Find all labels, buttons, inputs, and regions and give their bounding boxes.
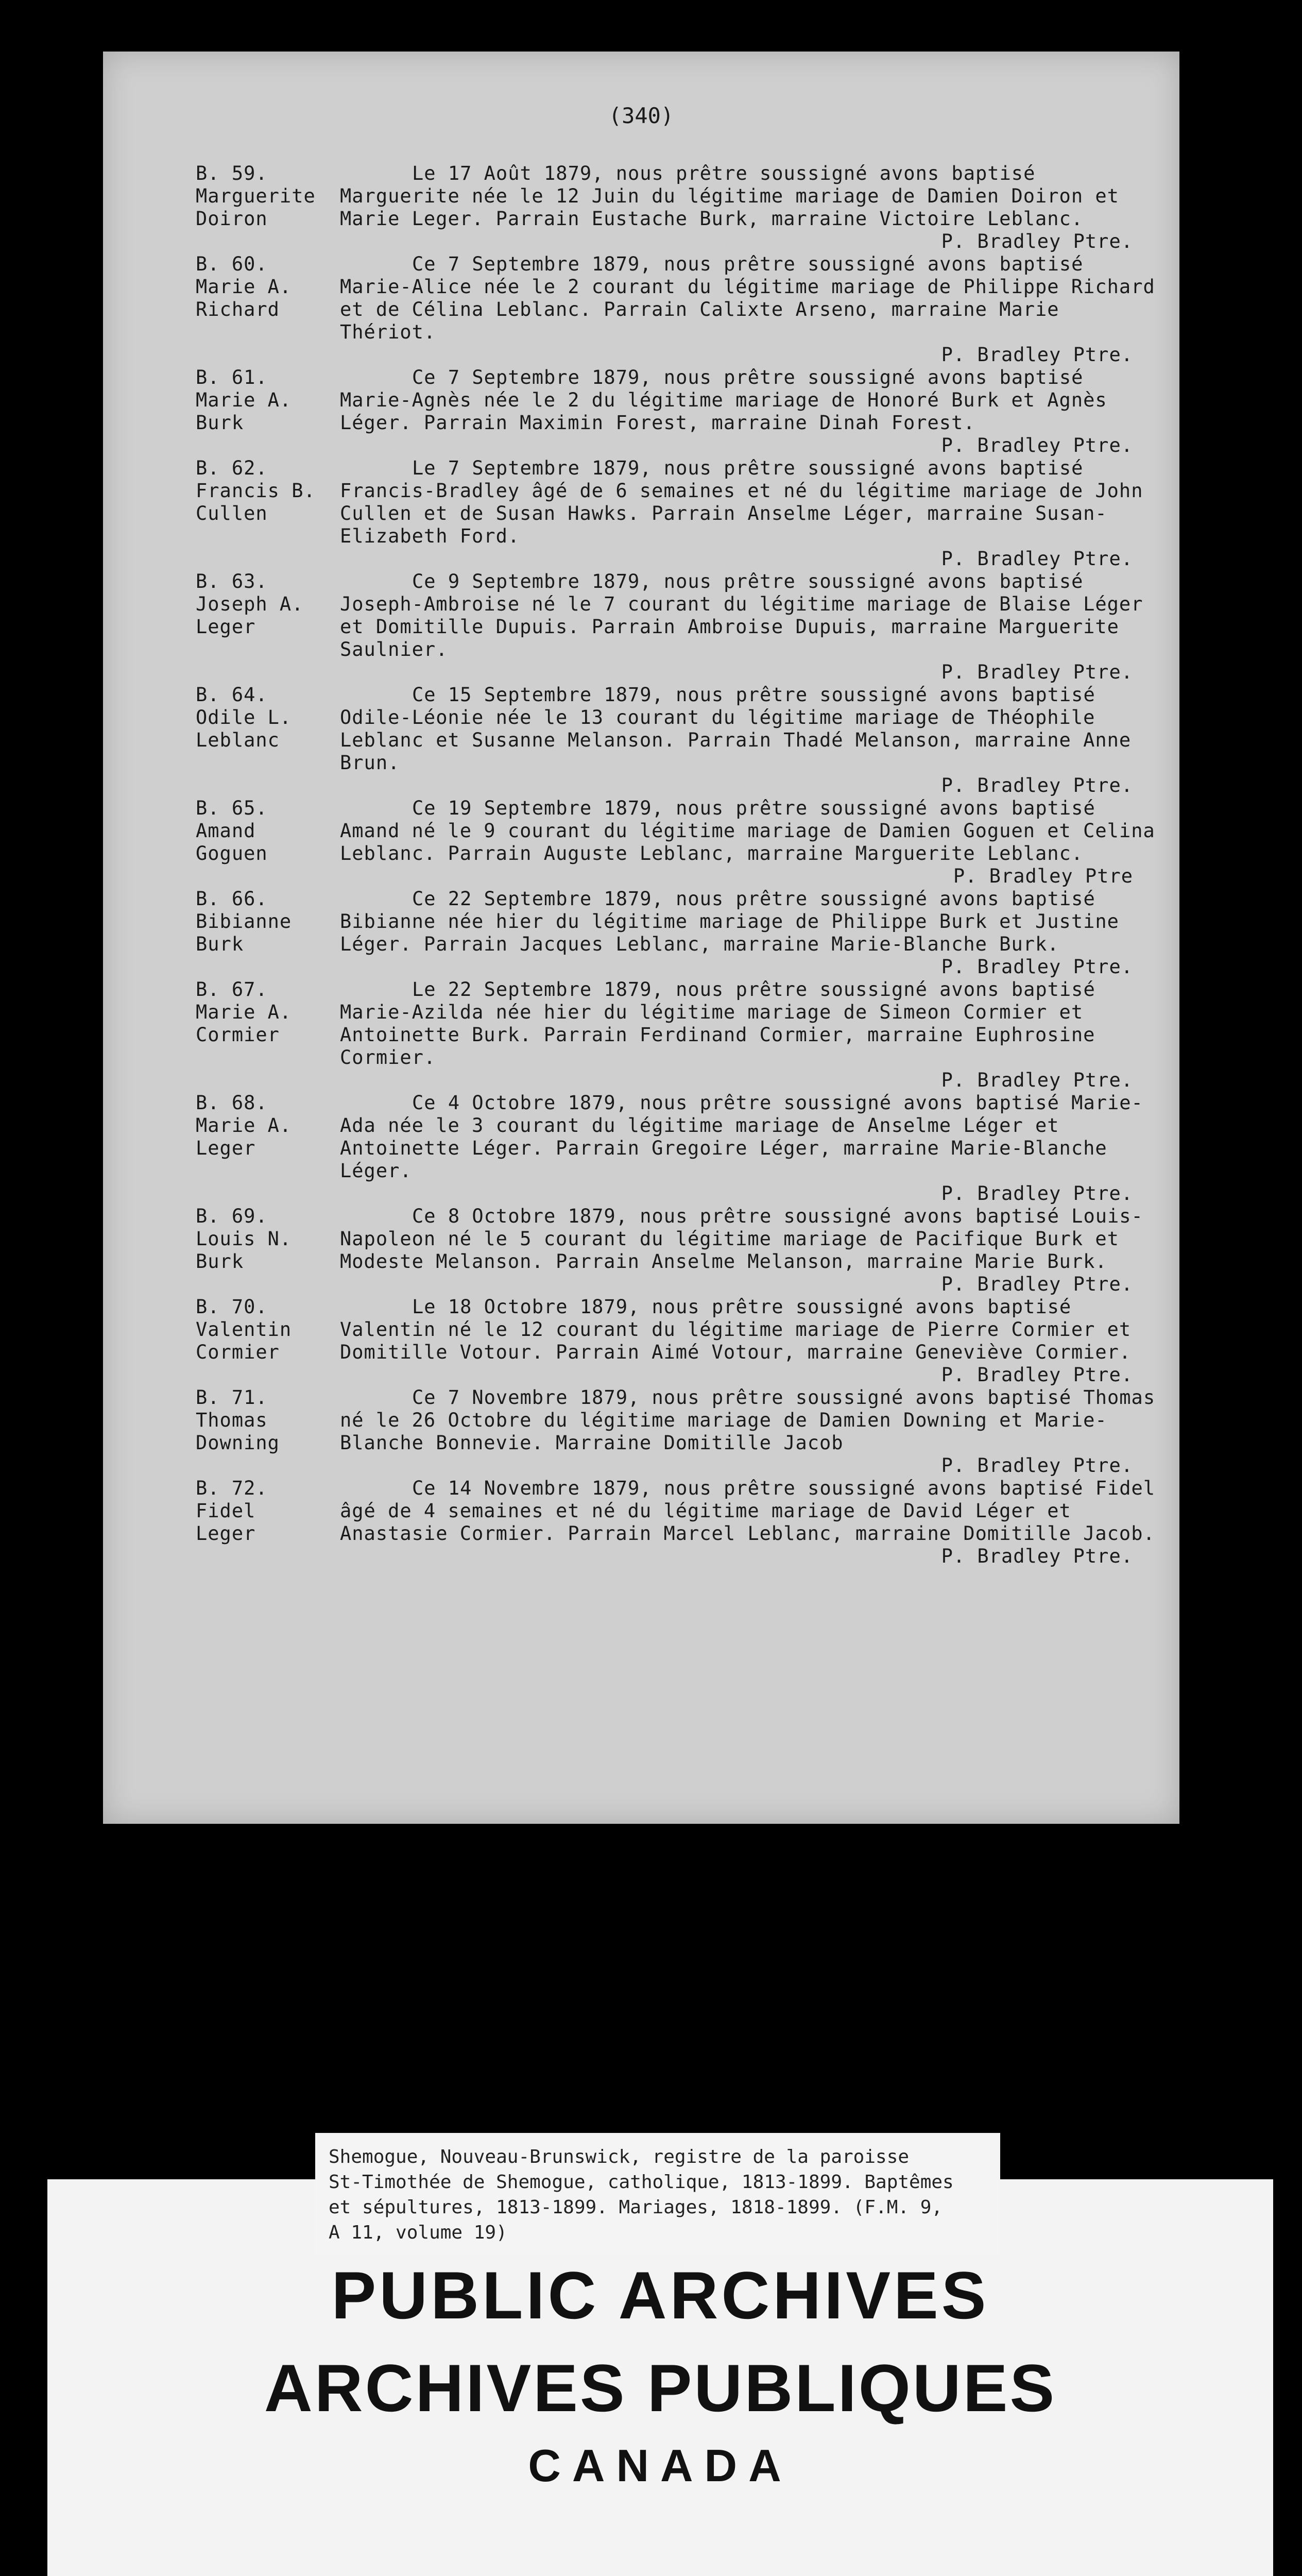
entry-text: Ce 22 Septembre 1879, nous prêtre soussigné avons baptisé Bibianne née hier du légitime mariage de Philippe Burk et Justine Léger. Parrain Jacques Leblanc, marraine Marie-Blanche Burk. [340, 888, 1119, 955]
entry-margin-note [196, 1386, 340, 1454]
baptism-entry [196, 162, 1164, 253]
margin-line: B. 66. [196, 888, 268, 910]
entry-body [340, 888, 1164, 978]
entry-text: Ce 15 Septembre 1879, nous prêtre soussigné avons baptisé Odile-Léonie née le 13 courant du légitime mariage de Théophile Leblanc et Susanne Melanson. Parrain Thadé Melanson, marraine Anne Brun. [340, 684, 1132, 774]
margin-line: Burk [196, 933, 244, 955]
archive-label-card [315, 2133, 1000, 2255]
entry-body [340, 1296, 1164, 1386]
margin-line: Leger [196, 616, 256, 638]
entry-body [340, 1477, 1164, 1568]
entry-body [340, 457, 1164, 570]
priest-signature: P. Bradley Ptre. [941, 956, 1133, 978]
entry-body [340, 1205, 1164, 1296]
label-line: St-Timothée de Shemogue, catholique, 1813-1899. Baptêmes [329, 2172, 954, 2193]
entry-body [340, 570, 1164, 684]
entry-margin-note [196, 1477, 340, 1545]
entry-text: Ce 4 Octobre 1879, nous prêtre soussigné avons baptisé Marie-Ada née le 3 courant du légitime mariage de Anselme Léger et Antoinette Léger. Parrain Gregoire Léger, marraine Marie-Blanche Léger. [340, 1092, 1143, 1182]
margin-line: Leblanc [196, 729, 280, 751]
register-page [103, 52, 1179, 1824]
entry-body [340, 684, 1164, 797]
margin-line: B. 62. [196, 457, 268, 479]
entry-text: Ce 8 Octobre 1879, nous prêtre soussigné avons baptisé Louis-Napoleon né le 5 courant du légitime mariage de Pacifique Burk et Modeste Melanson. Parrain Anselme Melanson, marraine Marie Burk. [340, 1205, 1143, 1273]
entry-body [340, 978, 1164, 1092]
baptism-entry [196, 570, 1164, 684]
margin-line: B. 63. [196, 570, 268, 592]
margin-line: Bibianne [196, 910, 292, 933]
entry-margin-note [196, 457, 340, 525]
margin-line: B. 70. [196, 1296, 268, 1318]
entry-margin-note [196, 1092, 340, 1160]
margin-line: Marie A. [196, 389, 292, 411]
stamp-line-public-archives: PUBLIC ARCHIVES [331, 2258, 989, 2333]
margin-line: Cormier [196, 1341, 280, 1363]
label-line: et sépultures, 1813-1899. Mariages, 1818-1899. (F.M. 9, [329, 2197, 943, 2218]
margin-line: Cormier [196, 1024, 280, 1046]
entry-margin-note [196, 1296, 340, 1364]
baptism-entries [196, 162, 1164, 1568]
margin-line: Francis B. [196, 480, 316, 502]
priest-signature: P. Bradley Ptre. [941, 1182, 1133, 1205]
entry-body [340, 253, 1164, 366]
baptism-entry [196, 457, 1164, 570]
entry-text: Le 7 Septembre 1879, nous prêtre soussigné avons baptisé Francis-Bradley âgé de 6 semaines et né du légitime mariage de John Cullen et de Susan Hawks. Parrain Anselme Léger, marraine Susan-Elizabeth Ford. [340, 457, 1143, 547]
priest-signature: P. Bradley Ptre. [941, 1273, 1133, 1295]
baptism-entry [196, 253, 1164, 366]
stamp-line-canada: CANADA [528, 2440, 793, 2491]
stamp-line-archives-publiques: ARCHIVES PUBLIQUES [264, 2350, 1057, 2426]
margin-line: Marie A. [196, 1001, 292, 1023]
margin-line: Valentin [196, 1318, 292, 1341]
priest-signature: P. Bradley Ptre. [941, 230, 1133, 252]
margin-line: Burk [196, 1250, 244, 1273]
entry-text: Le 18 Octobre 1879, nous prêtre soussigné avons baptisé Valentin né le 12 courant du légitime mariage de Pierre Cormier et Domitille Votour. Parrain Aimé Votour, marraine Geneviève Cormier. [340, 1296, 1132, 1363]
baptism-entry [196, 978, 1164, 1092]
entry-margin-note [196, 253, 340, 321]
priest-signature: P. Bradley Ptre. [941, 774, 1133, 796]
margin-line: Thomas [196, 1409, 268, 1431]
priest-signature: P. Bradley Ptre. [941, 344, 1133, 366]
entry-body [340, 366, 1164, 457]
margin-line: B. 59. [196, 162, 268, 184]
entry-body [340, 1092, 1164, 1205]
margin-line: B. 65. [196, 797, 268, 819]
margin-line: Marguerite [196, 185, 316, 207]
entry-text: Ce 7 Septembre 1879, nous prêtre soussigné avons baptisé Marie-Agnès née le 2 du légitime mariage de Honoré Burk et Agnès Léger. Parrain Maximin Forest, marraine Dinah Forest. [340, 366, 1107, 434]
entry-text: Le 17 Août 1879, nous prêtre soussigné avons baptisé Marguerite née le 12 Juin du légitime mariage de Damien Doiron et Marie Leger. Parrain Eustache Burk, marraine Victoire Leblanc. [340, 162, 1119, 230]
priest-signature: P. Bradley Ptre. [941, 1069, 1133, 1091]
baptism-entry [196, 366, 1164, 457]
priest-signature: P. Bradley Ptre [953, 865, 1133, 887]
priest-signature: P. Bradley Ptre. [941, 434, 1133, 456]
margin-line: Marie A. [196, 1114, 292, 1137]
margin-line: B. 61. [196, 366, 268, 388]
entry-text: Ce 19 Septembre 1879, nous prêtre soussigné avons baptisé Amand né le 9 courant du légitime mariage de Damien Goguen et Celina Leblanc. Parrain Auguste Leblanc, marraine Marguerite Leblanc. [340, 797, 1155, 865]
entry-text: Ce 9 Septembre 1879, nous prêtre soussigné avons baptisé Joseph-Ambroise né le 7 courant du légitime mariage de Blaise Léger et Domitille Dupuis. Parrain Ambroise Dupuis, marraine Marguerite Saulnier. [340, 570, 1143, 660]
margin-line: B. 72. [196, 1477, 268, 1499]
priest-signature: P. Bradley Ptre. [941, 661, 1133, 683]
margin-line: Doiron [196, 208, 268, 230]
entry-margin-note [196, 366, 340, 434]
baptism-entry [196, 684, 1164, 797]
margin-line: Cullen [196, 502, 268, 524]
entry-margin-note [196, 570, 340, 638]
priest-signature: P. Bradley Ptre. [941, 1545, 1133, 1567]
entry-margin-note [196, 162, 340, 230]
margin-line: Joseph A. [196, 593, 304, 615]
margin-line: Marie A. [196, 276, 292, 298]
margin-line: B. 68. [196, 1092, 268, 1114]
entry-margin-note [196, 1205, 340, 1273]
entry-body [340, 162, 1164, 253]
label-line: Shemogue, Nouveau-Brunswick, registre de la paroisse [329, 2146, 910, 2167]
page-number: (340) [608, 103, 674, 128]
margin-line: Downing [196, 1432, 280, 1454]
entry-margin-note [196, 797, 340, 865]
entry-text: Le 22 Septembre 1879, nous prêtre soussigné avons baptisé Marie-Azilda née hier du légitime mariage de Simeon Cormier et Antoinette Burk. Parrain Ferdinand Cormier, marraine Euphrosine Cormier. [340, 978, 1095, 1069]
baptism-entry [196, 1386, 1164, 1477]
margin-line: B. 60. [196, 253, 268, 275]
priest-signature: P. Bradley Ptre. [941, 1454, 1133, 1477]
margin-line: Burk [196, 412, 244, 434]
baptism-entry [196, 1296, 1164, 1386]
margin-line: Richard [196, 298, 280, 320]
baptism-entry [196, 1477, 1164, 1568]
baptism-entry [196, 1205, 1164, 1296]
entry-text: Ce 7 Novembre 1879, nous prêtre soussigné avons baptisé Thomas né le 26 Octobre du légitime mariage de Damien Downing et Marie-Blanche Bonnevie. Marraine Domitille Jacob [340, 1386, 1156, 1454]
margin-line: Louis N. [196, 1228, 292, 1250]
entry-body [340, 797, 1164, 888]
priest-signature: P. Bradley Ptre. [941, 1364, 1133, 1386]
entry-margin-note [196, 978, 340, 1046]
margin-line: B. 67. [196, 978, 268, 1001]
margin-line: Leger [196, 1522, 256, 1545]
baptism-entry [196, 797, 1164, 888]
margin-line: Odile L. [196, 706, 292, 728]
margin-line: B. 71. [196, 1386, 268, 1409]
margin-line: Amand [196, 820, 256, 842]
margin-line: Fidel [196, 1500, 256, 1522]
entry-body [340, 1386, 1164, 1477]
baptism-entry [196, 1092, 1164, 1205]
margin-line: B. 64. [196, 684, 268, 706]
margin-line: Goguen [196, 842, 268, 865]
margin-line: B. 69. [196, 1205, 268, 1227]
entry-margin-note [196, 684, 340, 752]
margin-line: Leger [196, 1137, 256, 1159]
baptism-entry [196, 888, 1164, 978]
entry-text: Ce 7 Septembre 1879, nous prêtre soussigné avons baptisé Marie-Alice née le 2 courant du légitime mariage de Philippe Richard et de Célina Leblanc. Parrain Calixte Arseno, marraine Marie Thériot. [340, 253, 1155, 343]
label-line: A 11, volume 19) [329, 2222, 507, 2243]
priest-signature: P. Bradley Ptre. [941, 548, 1133, 570]
entry-margin-note [196, 888, 340, 956]
entry-text: Ce 14 Novembre 1879, nous prêtre soussigné avons baptisé Fidel âgé de 4 semaines et né du légitime mariage de David Léger et Anastasie Cormier. Parrain Marcel Leblanc, marraine Domitille Jacob. [340, 1477, 1156, 1545]
